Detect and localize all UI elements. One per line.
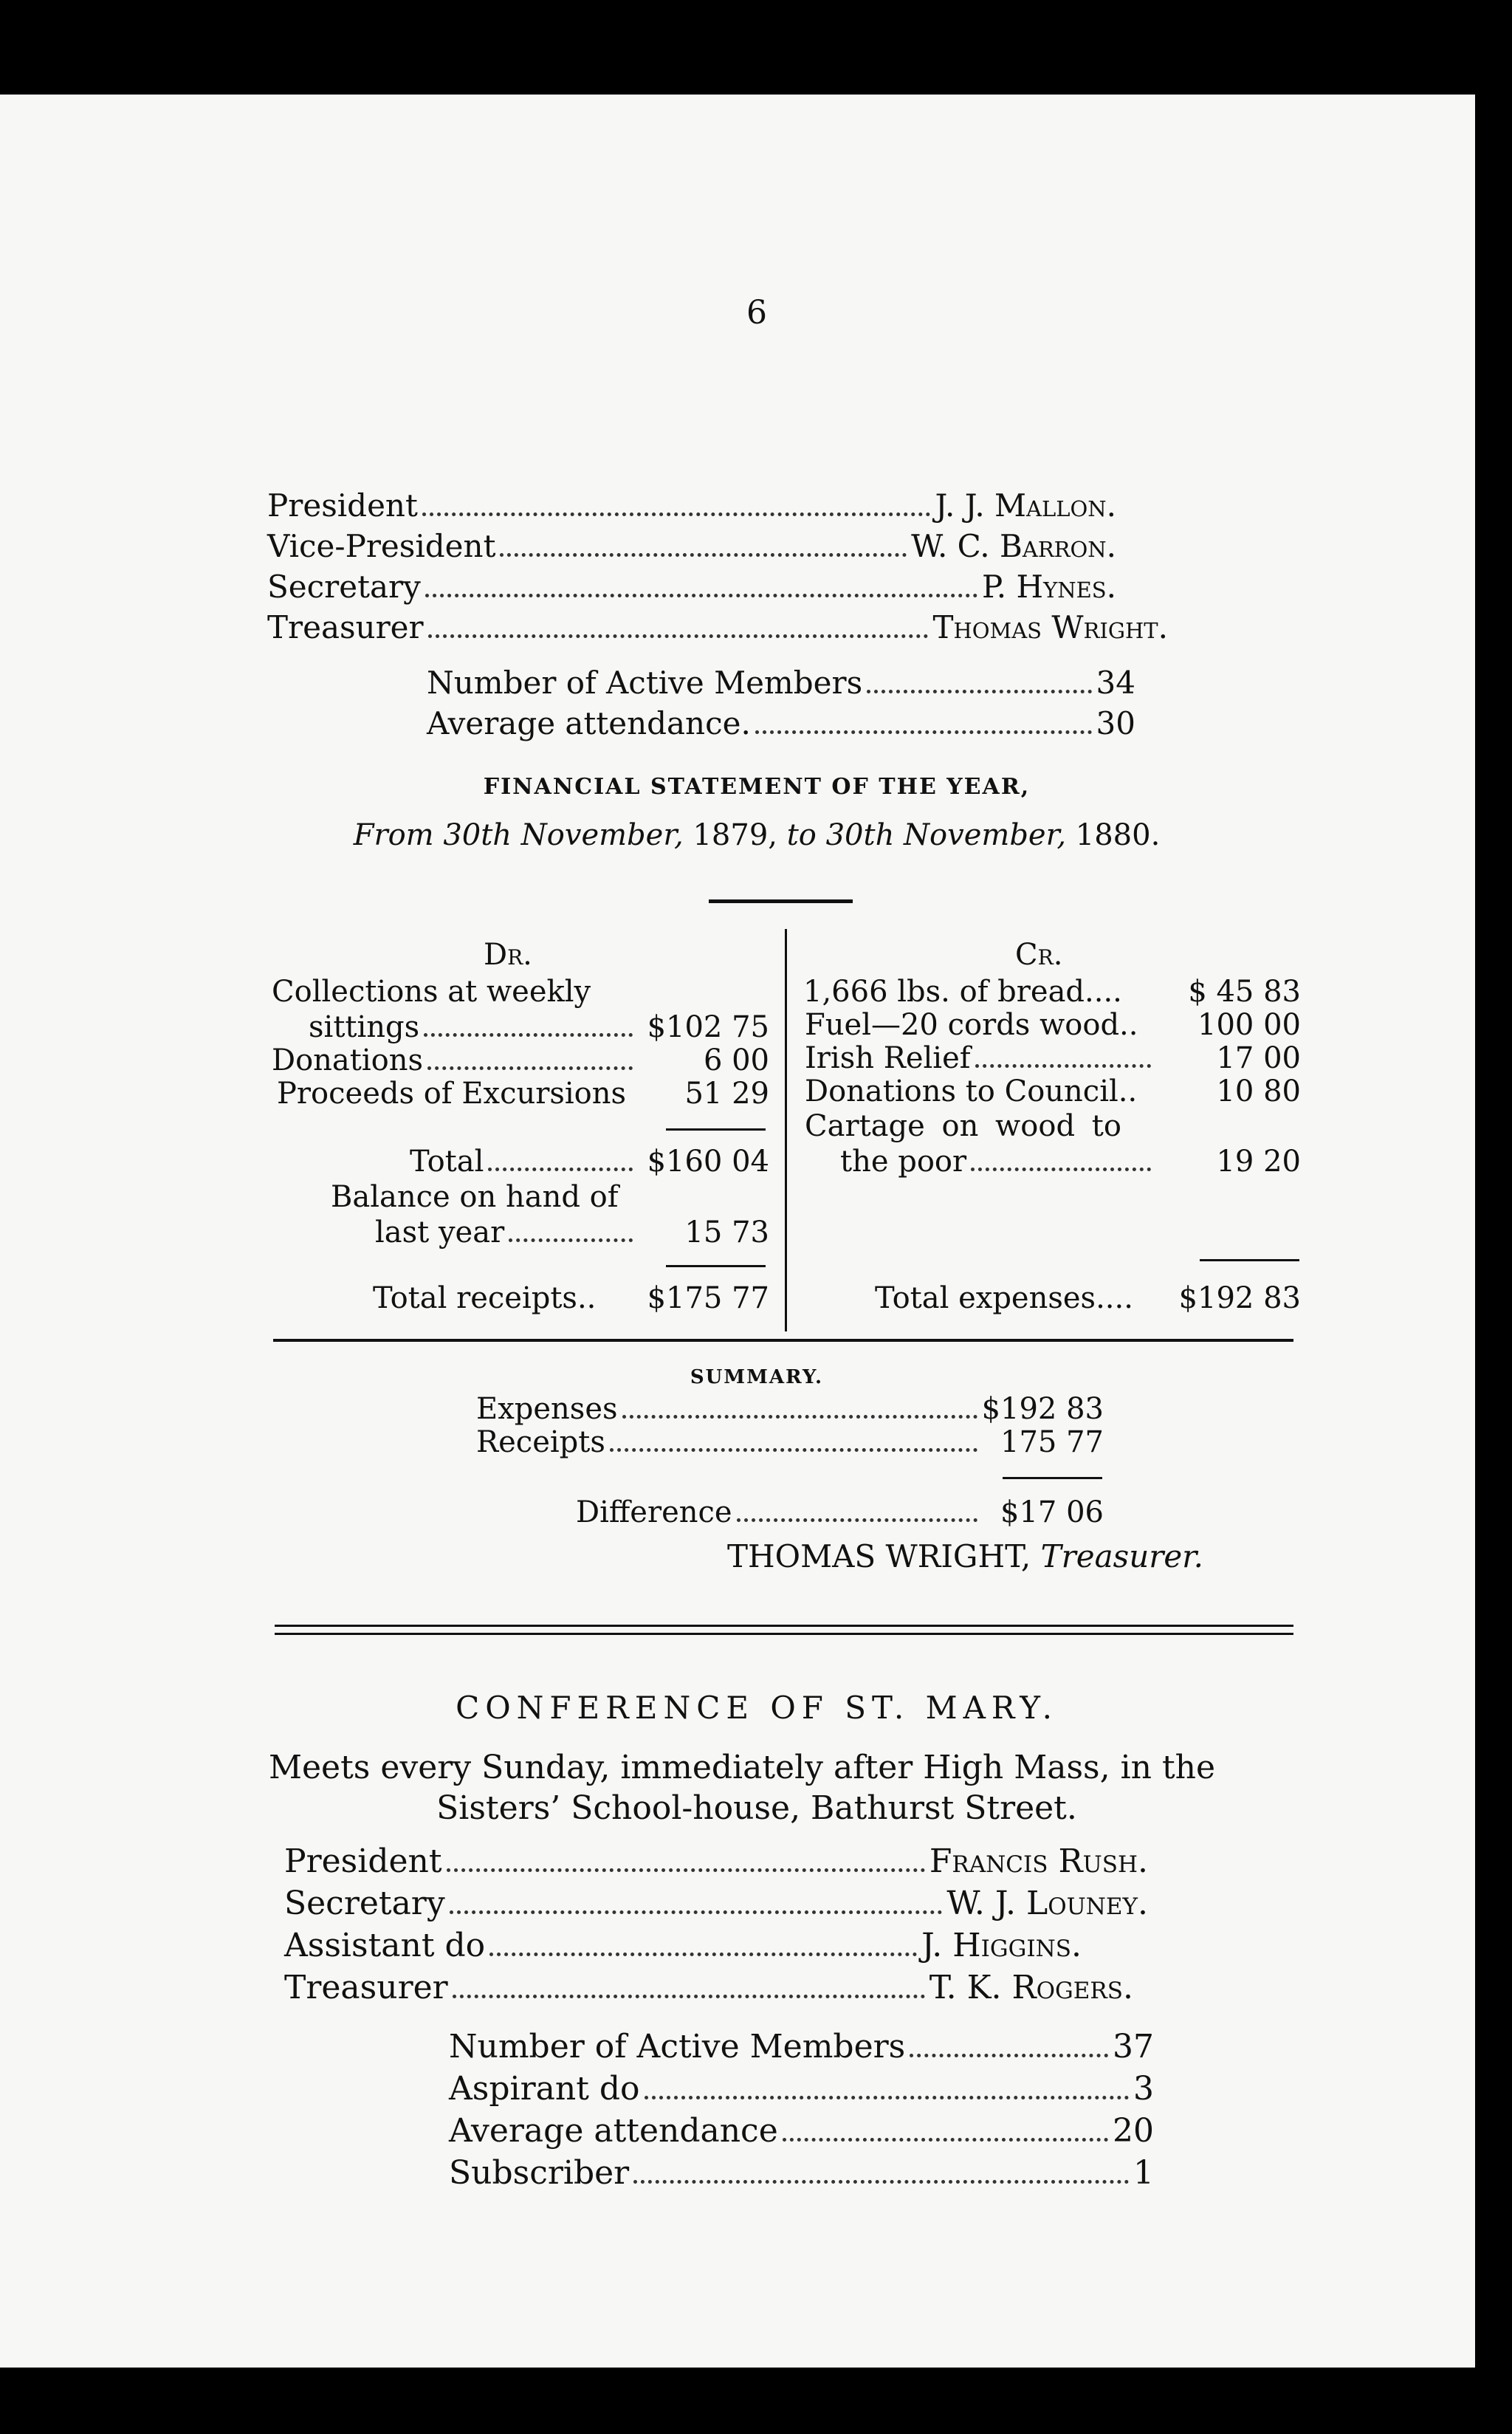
cr-heading: Cr.	[1015, 938, 1063, 972]
dr-total-amount: $160 04	[647, 1145, 769, 1179]
cr-item-amount: 19 20	[1216, 1145, 1301, 1179]
stat-value: 34	[1096, 665, 1135, 701]
financial-period	[0, 818, 1512, 852]
stat-value: 37	[1113, 2028, 1154, 2066]
cr-item-row	[840, 1143, 1155, 1180]
dr-item-amount: 6 00	[703, 1043, 769, 1077]
signature-name: THOMAS WRIGHT,	[727, 1538, 1031, 1574]
dot-leader	[489, 1953, 917, 1956]
summary-difference-amount: $17 06	[1000, 1495, 1104, 1529]
period-from-word: From	[353, 818, 434, 852]
officer-name: W. C. Barron.	[911, 528, 1116, 564]
cr-item-label: the poor	[840, 1145, 967, 1179]
dr-item-amount: 51 29	[684, 1077, 769, 1111]
dot-leader	[737, 1518, 977, 1522]
stat-value: 20	[1113, 2112, 1154, 2150]
officer-role: President	[284, 1842, 442, 1880]
stat-label: Average attendance.	[427, 705, 751, 741]
dr-balance-label: last year	[375, 1216, 505, 1249]
dr-item-row	[272, 1042, 637, 1079]
dot-leader	[424, 1033, 633, 1037]
dr-item-row	[309, 1009, 637, 1046]
dr-balance-amount: 15 73	[684, 1216, 769, 1249]
cr-expenses-amount: $192 83	[1178, 1281, 1301, 1315]
dr-balance-row	[375, 1214, 637, 1251]
stat-value: 1	[1133, 2154, 1154, 2192]
dr-balance-label: Balance on hand of	[331, 1180, 619, 1214]
cr-item-amount: 17 00	[1216, 1041, 1301, 1075]
cr-item-label: Irish Relief	[805, 1041, 971, 1075]
cr-item-label: Fuel—20 cords wood..	[805, 1008, 1138, 1042]
summary-receipts-label: Receipts	[476, 1425, 605, 1459]
dot-leader	[622, 1415, 977, 1419]
dot-leader	[610, 1448, 977, 1452]
officer-row-president	[267, 486, 1116, 526]
dr-total-label: Total	[410, 1145, 484, 1179]
conf-stat-row-subscriber	[449, 2153, 1154, 2194]
period-to-year: 1880.	[1075, 818, 1161, 852]
conf-stat-row-active	[449, 2026, 1154, 2068]
ledger-divider	[785, 929, 787, 1331]
section-double-rule-top	[275, 1625, 1293, 1627]
dot-leader	[450, 1910, 943, 1914]
period-to-date: 30th November,	[825, 818, 1067, 852]
dot-leader	[975, 1064, 1151, 1068]
conference-meets-line2: Sisters’ School-house, Bathurst Street.	[436, 1789, 1077, 1827]
officer-role: Assistant do	[284, 1927, 486, 1964]
period-from-date: 30th November,	[443, 818, 684, 852]
stat-label: Number of Active Members	[427, 665, 863, 701]
period-to-word: to	[786, 818, 817, 852]
officer-name: W. J. Louney.	[946, 1885, 1148, 1922]
section-double-rule-bottom	[275, 1633, 1293, 1635]
dot-leader	[447, 1868, 925, 1872]
stat-label: Average attendance	[449, 2112, 778, 2150]
dot-leader	[500, 553, 907, 557]
officer-name: T. K. Rogers.	[929, 1969, 1133, 2006]
summary-expenses-label: Expenses	[476, 1392, 618, 1426]
summary-receipts-row	[476, 1424, 982, 1461]
officer-role: Vice-President	[267, 528, 496, 564]
signature-title: Treasurer.	[1040, 1538, 1203, 1574]
cr-item-label: 1,666 lbs. of bread....	[803, 975, 1122, 1009]
officer-name: J. J. Mallon.	[935, 487, 1116, 524]
dr-subtotal-rule	[666, 1128, 766, 1131]
dr-receipts-label: Total receipts..	[373, 1281, 597, 1315]
summary-receipts-amount: 175 77	[1000, 1425, 1104, 1459]
officer-role: President	[267, 487, 418, 524]
cr-expenses-label: Total expenses....	[875, 1281, 1133, 1315]
dot-leader	[633, 2180, 1129, 2184]
dot-leader	[422, 512, 931, 516]
officer-role: Treasurer	[267, 609, 424, 645]
ledger-bottom-rule	[273, 1339, 1293, 1342]
stat-value: 30	[1096, 705, 1135, 741]
dot-leader	[910, 2054, 1108, 2057]
officer-role: Secretary	[284, 1885, 445, 1922]
summary-rule	[1003, 1477, 1102, 1479]
conf-stat-row-aspirant	[449, 2068, 1154, 2110]
cr-item-amount: $ 45 83	[1188, 975, 1301, 1009]
dot-leader	[783, 2138, 1108, 2142]
conf-officer-row-secretary	[284, 1883, 1148, 1924]
dot-leader	[428, 634, 929, 638]
officer-row-secretary	[267, 567, 1116, 607]
conf-officer-row-assistant	[284, 1925, 1082, 1967]
summary-expenses-amount: $192 83	[981, 1392, 1104, 1426]
summary-expenses-row	[476, 1391, 982, 1427]
dr-item-label: Proceeds of Excursions	[277, 1077, 627, 1111]
officer-row-vice-president	[267, 527, 1116, 566]
dot-leader	[425, 594, 977, 597]
cr-item-amount: 100 00	[1197, 1008, 1301, 1042]
officer-role: Treasurer	[284, 1969, 448, 2006]
cr-item-amount: 10 80	[1216, 1074, 1301, 1108]
stat-row-active-members	[427, 663, 1135, 703]
officer-role: Secretary	[267, 569, 421, 605]
dot-leader	[427, 1066, 633, 1070]
summary-difference-label: Difference	[576, 1495, 732, 1529]
dot-leader	[488, 1168, 633, 1171]
summary-difference-row	[576, 1494, 982, 1531]
officer-name: Thomas Wright.	[932, 609, 1168, 645]
conf-officer-row-treasurer	[284, 1967, 1133, 2009]
document-page	[0, 95, 1475, 2368]
stat-label: Aspirant do	[449, 2070, 640, 2108]
summary-signature	[727, 1538, 1203, 1575]
page-number: 6	[746, 294, 767, 332]
dot-leader	[867, 690, 1091, 693]
officer-row-treasurer	[267, 608, 1168, 648]
short-rule	[709, 899, 853, 903]
dr-item-label: Donations	[272, 1043, 423, 1077]
dr-item-label: sittings	[309, 1010, 420, 1044]
stat-label: Number of Active Members	[449, 2028, 906, 2066]
dr-heading: Dr.	[484, 938, 532, 972]
dot-leader	[971, 1168, 1151, 1171]
officer-name: Francis Rush.	[929, 1842, 1148, 1880]
dr-item-label: Collections at weekly	[272, 975, 591, 1009]
stat-row-attendance	[427, 704, 1135, 744]
summary-heading: SUMMARY.	[690, 1366, 824, 1388]
conf-stat-row-attendance	[449, 2111, 1154, 2152]
cr-item-label: Cartage on wood to	[805, 1109, 1121, 1143]
dot-leader	[453, 1995, 925, 1998]
cr-item-row	[805, 1040, 1155, 1077]
stat-label: Subscriber	[449, 2154, 630, 2192]
dr-total-rule	[666, 1265, 766, 1267]
cr-item-label: Donations to Council..	[805, 1074, 1138, 1108]
dot-leader	[645, 2096, 1129, 2099]
dr-receipts-amount: $175 77	[647, 1281, 769, 1315]
period-from-year: 1879,	[693, 818, 777, 852]
financial-heading: FINANCIAL STATEMENT OF THE YEAR,	[483, 774, 1031, 800]
officer-name: J. Higgins.	[921, 1927, 1082, 1964]
dr-item-amount: $102 75	[647, 1010, 769, 1044]
officer-name: P. Hynes.	[982, 569, 1116, 605]
conference-meets-line1: Meets every Sunday, immediately after High Mass, in the	[268, 1749, 1216, 1786]
cr-total-rule	[1200, 1259, 1299, 1261]
dot-leader	[509, 1238, 633, 1242]
dot-leader	[755, 730, 1092, 734]
conference-title: CONFERENCE OF ST. MARY.	[456, 1690, 1058, 1726]
conf-officer-row-president	[284, 1841, 1148, 1882]
dr-total-row	[410, 1143, 637, 1180]
stat-value: 3	[1133, 2070, 1154, 2108]
